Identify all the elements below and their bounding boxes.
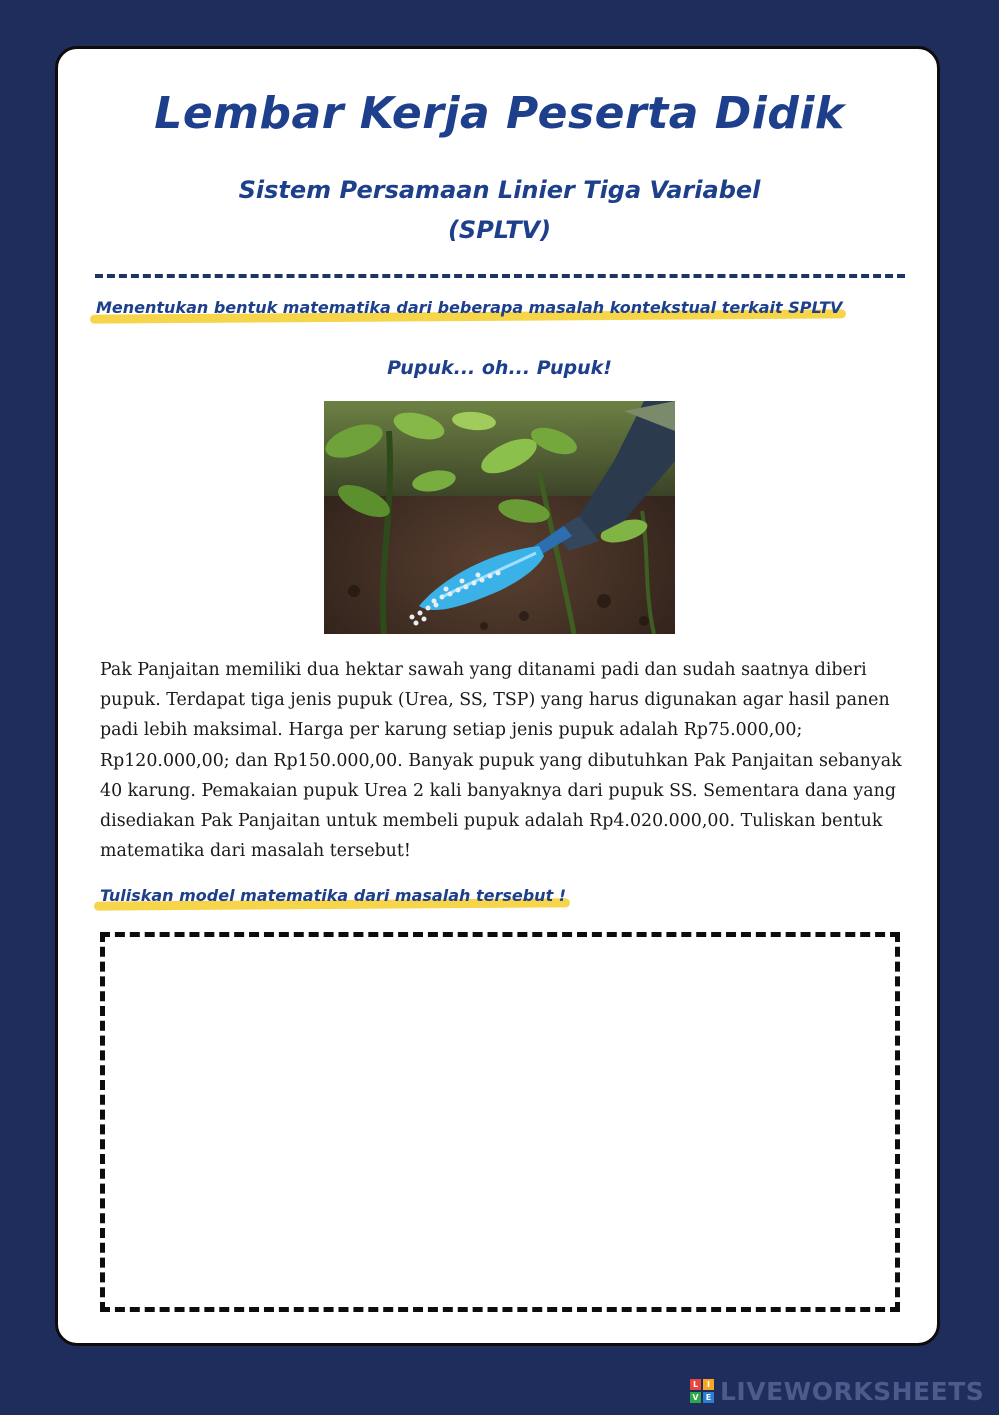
worksheet-subtitle (0, 170, 999, 250)
logo-letter: E (703, 1392, 714, 1403)
subtitle-line-2: (SPLTV) (447, 216, 552, 244)
objective-text: Menentukan bentuk matematika dari beberapa masalah kontekstual terkait SPLTV (96, 298, 843, 317)
task-prompt (100, 886, 566, 905)
fertilizer-photo (324, 401, 675, 634)
task-prompt-text: Tuliskan model matematika dari masalah tersebut ! (100, 886, 567, 905)
learning-objective (96, 298, 842, 317)
problem-text: Pak Panjaitan memiliki dua hektar sawah yang ditanami padi dan sudah saatnya diberi pupuk. Terdapat tiga jenis pupuk (Urea, SS, TSP) yang harus digunakan agar hasil panen padi lebih maksimal. Harga per karung setiap jenis pupuk adalah Rp75.000,00; Rp120.000,00; dan Rp150.000,00. Banyak pupuk yang dibutuhkan Pak Panjaitan sebanyak 40 karung. Pemakaian pupuk Urea 2 kali banyaknya dari pupuk SS. Sementara dana yang disediakan Pak Panjaitan untuk membeli pupuk adalah Rp4.020.000,00. Tuliskan bentuk matematika dari masalah tersebut! (100, 660, 902, 862)
section-title: Pupuk... oh... Pupuk! (387, 357, 612, 379)
liveworksheets-watermark (690, 1377, 984, 1405)
liveworksheets-logo-icon (690, 1379, 714, 1403)
worksheet-title: Lembar Kerja Peserta Didik (154, 88, 845, 139)
dashed-divider (95, 274, 905, 278)
logo-letter: V (690, 1392, 701, 1403)
subtitle-line-1: Sistem Persamaan Linier Tiga Variabel (238, 176, 761, 204)
logo-letter: L (690, 1379, 701, 1390)
answer-box[interactable] (100, 932, 900, 1312)
logo-letter: I (703, 1379, 714, 1390)
watermark-text: LIVEWORKSHEETS (720, 1376, 985, 1406)
